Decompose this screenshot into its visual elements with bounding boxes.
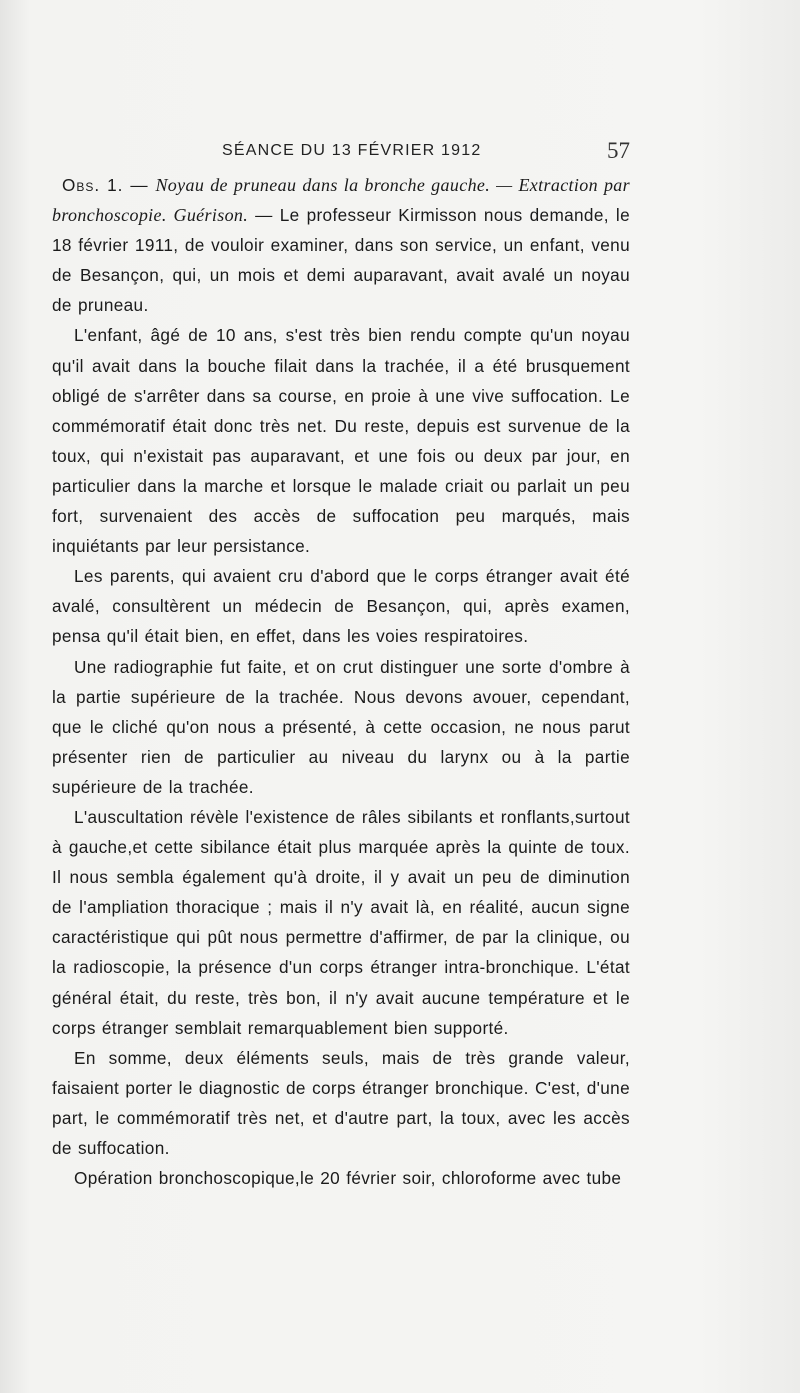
observation-label: Obs. 1. — bbox=[62, 175, 156, 195]
paragraph-7: Opération bronchoscopique,le 20 février soir, chloroforme avec tube bbox=[74, 1168, 622, 1189]
page-number: 57 bbox=[607, 138, 630, 163]
running-title: SÉANCE DU 13 FÉVRIER 1912 bbox=[222, 142, 482, 159]
paragraph-2: L'enfant, âgé de 10 ans, s'est très bien rendu compte qu'un noyau qu'il avait dans la bouche filait dans la trachée, il a été brusquement obligé de s'arrêter dans sa course, en proie à une vive suffocation. Le commémoratif était donc très net. Du reste, depuis est survenue de la toux, qui n'existait pas auparavant, et une fois ou deux par jour, en particulier dans la marche et lorsque le malade criait ou parlait un peu fort, survenaient des accès de suffocation peu marqués, mais inquiétants par leur persistance. bbox=[52, 325, 630, 557]
paragraph-4: Une radiographie fut faite, et on crut distinguer une sorte d'ombre à la partie supérieure de la trachée. Nous devons avouer, cependant, que le cliché qu'on nous a présenté, à cette occasion, ne nous parut présenter rien de particulier au niveau du larynx ou à la partie supérieure de la trachée. bbox=[52, 656, 630, 797]
paragraph-3: Les parents, qui avaient cru d'abord que le corps étranger avait été avalé, consultèrent un médecin de Besançon, qui, après examen, pensa qu'il était bien, en effet, dans les voies respiratoires. bbox=[52, 566, 630, 647]
paragraph-observation-1 bbox=[52, 170, 630, 320]
paragraph-text: — Le professeur Kirmisson nous demande, le 18 février 1911, de vouloir examiner, dans son service, un enfant, venu de Besançon, qui, un mois et demi auparavant, avait avalé un noyau de pruneau. bbox=[52, 205, 630, 316]
observation-title: Noyau de pruneau dans la bronche gauche. — Extraction par bronchoscopie. Guérison. bbox=[52, 175, 630, 226]
running-head bbox=[52, 138, 630, 168]
body-text bbox=[52, 170, 630, 1193]
paragraph-5: L'auscultation révèle l'existence de râles sibilants et ronflants,surtout à gauche,et cette sibilance était plus marquée après la quinte de toux. Il nous sembla également qu'à droite, il y avait un peu de diminution de l'ampliation thoracique ; mais il n'y avait là, en réalité, aucun signe caractéristique qui pût nous permettre d'affirmer, de par la clinique, ou la radioscopie, la présence d'un corps étranger intra-bronchique. L'état général était, du reste, très bon, il n'y avait aucune température et le corps étranger semblait remarquablement bien supporté. bbox=[52, 806, 630, 1038]
paragraph-6: En somme, deux éléments seuls, mais de très grande valeur, faisaient porter le diagnostic de corps étranger bronchique. C'est, d'une part, le commémoratif très net, et d'autre part, la toux, avec les accès de suffocation. bbox=[52, 1047, 630, 1158]
